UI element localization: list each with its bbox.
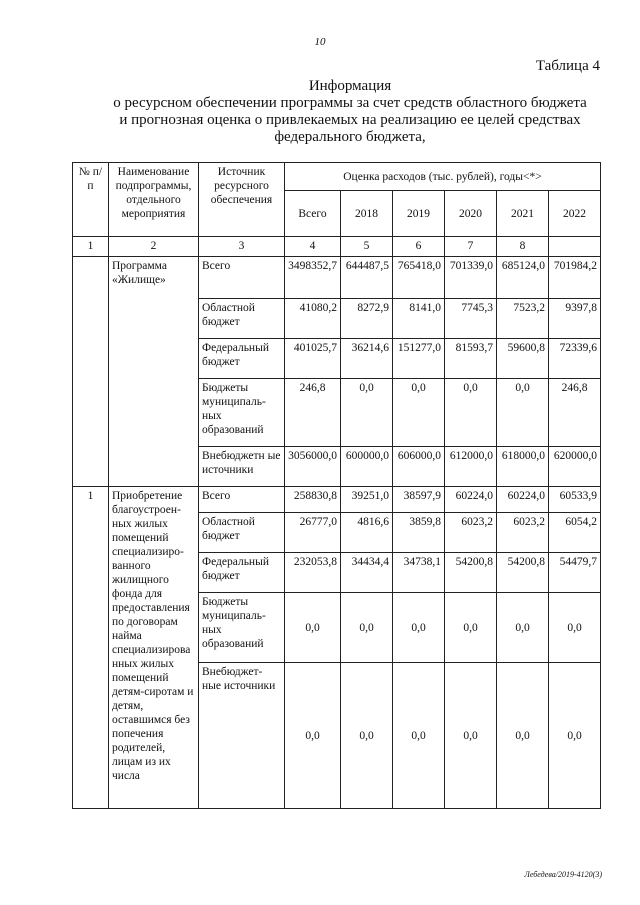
value-cell: 59600,8 (497, 339, 549, 379)
col-number: 1 (73, 237, 109, 257)
value-cell: 0,0 (549, 663, 601, 809)
value-cell: 0,0 (285, 663, 341, 809)
title-line-1: Информация (308, 78, 392, 94)
value-cell: 7523,2 (497, 299, 549, 339)
value-cell: 401025,7 (285, 339, 341, 379)
value-cell: 6023,2 (445, 513, 497, 553)
header-row-top (73, 163, 601, 191)
value-cell: 8141,0 (393, 299, 445, 339)
col-number: 6 (393, 237, 445, 257)
value-cell: 60533,9 (549, 487, 601, 513)
col-number: 3 (199, 237, 285, 257)
value-cell: 0,0 (285, 593, 341, 663)
source-cell: Федеральный бюджет (199, 339, 285, 379)
program-num (73, 257, 109, 487)
value-cell: 36214,6 (341, 339, 393, 379)
column-numbers-row (73, 237, 601, 257)
value-cell: 685124,0 (497, 257, 549, 299)
value-cell: 0,0 (445, 379, 497, 447)
resource-table (72, 162, 601, 809)
value-cell: 0,0 (549, 593, 601, 663)
value-cell: 34434,4 (341, 553, 393, 593)
value-cell: 0,0 (445, 593, 497, 663)
title-line-4: федерального бюджета, (274, 129, 426, 145)
value-cell: 34738,1 (393, 553, 445, 593)
value-cell: 612000,0 (445, 447, 497, 487)
value-cell: 0,0 (497, 379, 549, 447)
value-cell: 0,0 (393, 593, 445, 663)
value-cell: 3498352,7 (285, 257, 341, 299)
value-cell: 620000,0 (549, 447, 601, 487)
value-cell: 3056000,0 (285, 447, 341, 487)
page-number: 10 (314, 36, 326, 48)
source-cell: Бюджеты муниципаль-ных образований (199, 379, 285, 447)
source-cell: Внебюджетн ые источники (199, 447, 285, 487)
col-number: 4 (285, 237, 341, 257)
title-line-3: и прогнозная оценка о привлекаемых на реализацию ее целей средствах (119, 112, 581, 128)
header-estimate: Оценка расходов (тыс. рублей), годы<*> (285, 163, 601, 191)
source-cell: Всего (199, 257, 285, 299)
value-cell: 701984,2 (549, 257, 601, 299)
value-cell: 644487,5 (341, 257, 393, 299)
value-cell: 4816,6 (341, 513, 393, 553)
source-cell: Внебюджет-ные источники (199, 663, 285, 809)
value-cell: 54479,7 (549, 553, 601, 593)
document-title (60, 78, 640, 146)
value-cell: 54200,8 (497, 553, 549, 593)
value-cell: 72339,6 (549, 339, 601, 379)
col-number: 7 (445, 237, 497, 257)
header-year-2022: 2022 (549, 191, 601, 237)
value-cell: 39251,0 (341, 487, 393, 513)
value-cell: 765418,0 (393, 257, 445, 299)
value-cell: 0,0 (341, 379, 393, 447)
value-cell: 7745,3 (445, 299, 497, 339)
value-cell: 0,0 (341, 663, 393, 809)
col-number: 2 (109, 237, 199, 257)
source-cell: Федеральный бюджет (199, 553, 285, 593)
value-cell: 258830,8 (285, 487, 341, 513)
value-cell: 232053,8 (285, 553, 341, 593)
title-line-2: о ресурсном обеспечении программы за счет средств областного бюджета (113, 95, 587, 111)
value-cell: 0,0 (445, 663, 497, 809)
header-source: Источник ресурсного обеспечения (199, 163, 285, 237)
value-cell: 151277,0 (393, 339, 445, 379)
source-cell: Областной бюджет (199, 299, 285, 339)
value-cell: 0,0 (497, 593, 549, 663)
header-year-2019: 2019 (393, 191, 445, 237)
table-label: Таблица 4 (535, 58, 600, 74)
value-cell: 8272,9 (341, 299, 393, 339)
value-cell: 701339,0 (445, 257, 497, 299)
header-year-2018: 2018 (341, 191, 393, 237)
value-cell: 3859,8 (393, 513, 445, 553)
col-number: 5 (341, 237, 393, 257)
header-num: № п/п (73, 163, 109, 237)
program-name: Программа «Жилище» (109, 257, 199, 487)
value-cell: 0,0 (341, 593, 393, 663)
header-name: Наименование подпрограммы, отдельного мероприятия (109, 163, 199, 237)
source-cell: Бюджеты муниципаль-ных образований (199, 593, 285, 663)
value-cell: 38597,9 (393, 487, 445, 513)
header-year-total: Всего (285, 191, 341, 237)
value-cell: 81593,7 (445, 339, 497, 379)
activity-name: Приобретение благоустроен-ных жилых помещений специализиро-ванного жилищного фонда для предоставления по договорам найма специализирова нных жилых помещений детям-сиротам и детям, оставшимся без попечения родителей, лицам из их числа (109, 487, 199, 809)
value-cell: 60224,0 (445, 487, 497, 513)
document-code: Лебедева/2019-4120(3) (524, 870, 602, 879)
col-number (549, 237, 601, 257)
value-cell: 60224,0 (497, 487, 549, 513)
value-cell: 26777,0 (285, 513, 341, 553)
value-cell: 246,8 (285, 379, 341, 447)
header-year-2021: 2021 (497, 191, 549, 237)
value-cell: 600000,0 (341, 447, 393, 487)
value-cell: 54200,8 (445, 553, 497, 593)
value-cell: 0,0 (393, 379, 445, 447)
col-number: 8 (497, 237, 549, 257)
activity-num: 1 (73, 487, 109, 809)
header-year-2020: 2020 (445, 191, 497, 237)
value-cell: 618000,0 (497, 447, 549, 487)
value-cell: 0,0 (393, 663, 445, 809)
value-cell: 606000,0 (393, 447, 445, 487)
table-row (73, 487, 601, 513)
value-cell: 9397,8 (549, 299, 601, 339)
value-cell: 6023,2 (497, 513, 549, 553)
value-cell: 6054,2 (549, 513, 601, 553)
source-cell: Областной бюджет (199, 513, 285, 553)
value-cell: 41080,2 (285, 299, 341, 339)
value-cell: 0,0 (497, 663, 549, 809)
table-row (73, 257, 601, 299)
source-cell: Всего (199, 487, 285, 513)
value-cell: 246,8 (549, 379, 601, 447)
